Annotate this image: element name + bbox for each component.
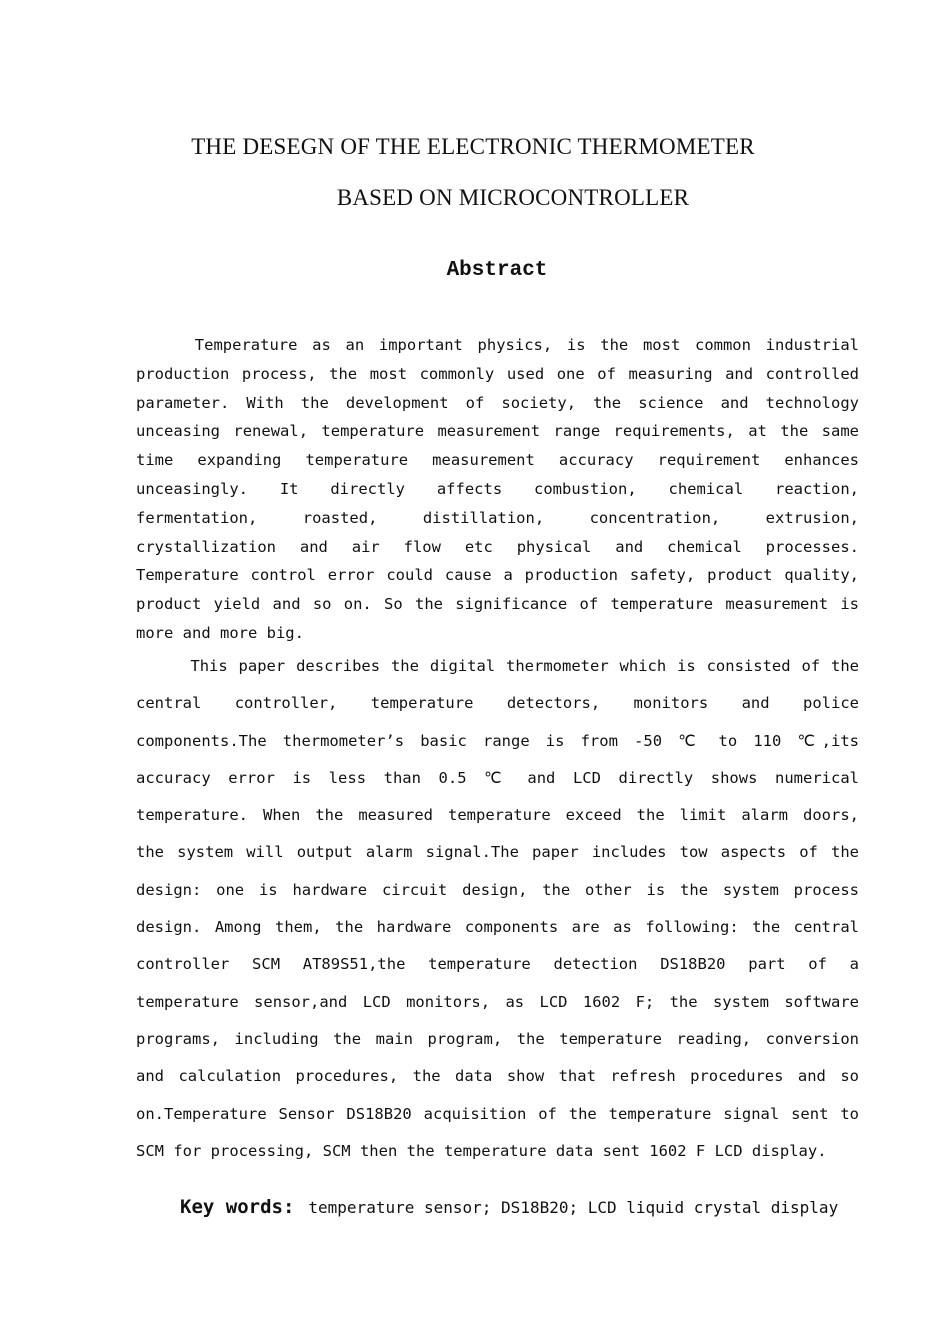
paragraph-line: programs, including the main program, the temperature reading, conversion [136, 1029, 859, 1048]
paragraph-line: unceasingly. It directly affects combustion, chemical reaction, [136, 479, 859, 498]
title-line-1: THE DESEGN OF THE ELECTRONIC THERMOMETER [191, 134, 755, 159]
keywords-label: Key words: [180, 1196, 295, 1218]
keywords-value: temperature sensor; DS18B20; LCD liquid crystal display [308, 1198, 839, 1217]
abstract-paragraph-1 [136, 331, 859, 648]
abstract-heading: Abstract [446, 259, 548, 282]
paragraph-line: and calculation procedures, the data show that refresh procedures and so [136, 1067, 859, 1086]
paragraph-line: the system will output alarm signal.The paper includes tow aspects of the [136, 843, 859, 862]
abstract-paragraph-2 [136, 648, 859, 1170]
paragraph-line: unceasing renewal, temperature measurement range requirements, at the same [136, 422, 859, 441]
paragraph-line: parameter. With the development of society, the science and technology [136, 393, 859, 412]
keywords-line [180, 1196, 838, 1218]
paragraph-line: temperature. When the measured temperature exceed the limit alarm doors, [136, 806, 859, 825]
paragraph-line: temperature sensor,and LCD monitors, as LCD 1602 F; the system software [136, 992, 859, 1011]
paragraph-line: crystallization and air flow etc physical and chemical processes. [136, 537, 859, 556]
paragraph-line: product yield and so on. So the significance of temperature measurement is [136, 595, 859, 614]
paragraph-line: more and more big. [136, 623, 304, 642]
paragraph-line: This paper describes the digital thermometer which is consisted of the [136, 657, 859, 675]
paragraph-line: design: one is hardware circuit design, the other is the system process [136, 880, 859, 899]
paragraph-line: central controller, temperature detectors, monitors and police [136, 694, 859, 713]
paragraph-line: accuracy error is less than 0.5 ℃ and LCD directly shows numerical [136, 768, 859, 787]
paragraph-line: components.The thermometer’s basic range is from -50 ℃ to 110 ℃,its [136, 731, 859, 750]
paragraph-line: fermentation, roasted, distillation, concentration, extrusion, [136, 508, 859, 527]
title-line-2: BASED ON MICROCONTROLLER [336, 185, 690, 210]
paragraph-line: Temperature as an important physics, is the most common industrial [136, 336, 859, 354]
paragraph-line: SCM for processing, SCM then the temperature data sent 1602 F LCD display. [136, 1141, 827, 1160]
paragraph-line: Temperature control error could cause a production safety, product quality, [136, 566, 859, 585]
paragraph-line: production process, the most commonly used one of measuring and controlled [136, 364, 859, 383]
paragraph-line: controller SCM AT89S51,the temperature detection DS18B20 part of a [136, 955, 859, 974]
paragraph-line: time expanding temperature measurement accuracy requirement enhances [136, 451, 859, 470]
paragraph-line: design. Among them, the hardware components are as following: the central [136, 918, 859, 937]
paragraph-line: on.Temperature Sensor DS18B20 acquisition of the temperature signal sent to [136, 1104, 859, 1123]
